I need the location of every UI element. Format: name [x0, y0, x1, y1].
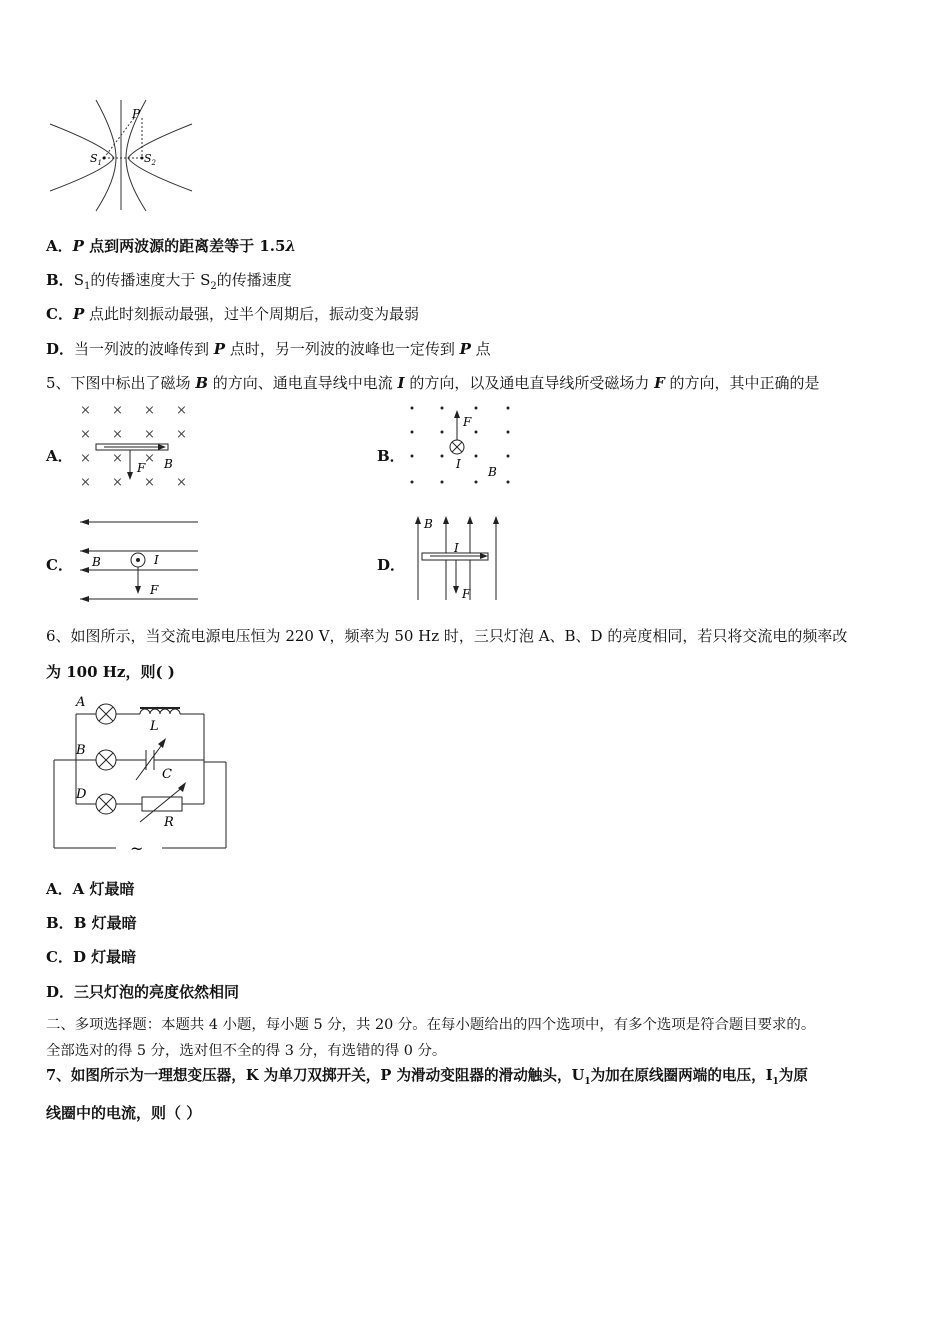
- svg-text:R: R: [164, 815, 174, 830]
- svg-text:×: ×: [176, 403, 187, 418]
- svg-text:B: B: [76, 743, 86, 758]
- svg-text:×: ×: [144, 451, 155, 466]
- p-label: P: [132, 107, 141, 121]
- q6-option-b: B．B 灯最暗: [46, 914, 137, 932]
- q5-figure-b: [400, 400, 520, 492]
- q6-option-d: D．三只灯泡的亮度依然相同: [46, 983, 240, 1001]
- svg-text:×: ×: [144, 403, 155, 418]
- svg-text:F: F: [462, 587, 471, 601]
- interference-figure: [46, 96, 196, 214]
- svg-text:I: I: [154, 553, 159, 567]
- svg-text:B: B: [92, 555, 101, 569]
- svg-text:F: F: [137, 461, 146, 475]
- svg-text:D: D: [76, 787, 87, 802]
- q5-figure-d: [410, 512, 510, 604]
- svg-text:S1: $S_1$: [90, 152, 103, 167]
- q6-option-c: C．D 灯最暗: [46, 948, 137, 966]
- q5-label-b: B．: [377, 447, 405, 465]
- svg-text:×: ×: [144, 427, 155, 442]
- svg-text:S2: $S_2$: [144, 152, 157, 167]
- section2-line2: 全部选对的得 5 分，选对但不全的得 3 分，有选错的得 0 分。: [46, 1043, 447, 1059]
- q5-label-c: C．: [46, 556, 73, 574]
- q5-figure-a: [74, 400, 199, 492]
- svg-text:B: B: [424, 517, 433, 531]
- q6-circuit-figure: [46, 692, 236, 857]
- q6-stem-line1: 6、如图所示，当交流电源电压恒为 220 V，频率为 50 Hz 时，三只灯泡 A、B、D 的亮度相同，若只将交流电的频率改: [46, 627, 848, 645]
- svg-text:×: ×: [80, 475, 91, 490]
- svg-text:I: I: [454, 541, 459, 555]
- svg-text:×: ×: [144, 475, 155, 490]
- q4-option-b: B．$S_1$的传播速度大于 $S_2$的传播速度: [46, 271, 292, 292]
- q7-stem-line1: 7、如图所示为一理想变压器，K 为单刀双掷开关，P 为滑动变阻器的滑动触头，$U_1$为加在原线圈两端的电压，$I_1$为原: [46, 1067, 808, 1087]
- q7-stem-line2: 线圈中的电流，则（ ）: [46, 1104, 202, 1122]
- svg-text:×: ×: [112, 403, 123, 418]
- q4-option-a: A．P 点到两波源的距离差等于 1.5λ: [46, 237, 296, 255]
- svg-text:×: ×: [80, 403, 91, 418]
- svg-text:B: B: [164, 457, 173, 471]
- section2-line1: 二、多项选择题：本题共 4 小题，每小题 5 分，共 20 分。在每小题给出的四个选项中，有多个选项是符合题目要求的。: [46, 1017, 816, 1033]
- svg-text:×: ×: [80, 451, 91, 466]
- q4-option-c: C．P 点此时刻振动最强，过半个周期后，振动变为最弱: [46, 305, 420, 323]
- q5-label-d: D．: [377, 556, 406, 574]
- q4-option-d: D．当一列波的波峰传到 P 点时，另一列波的波峰也一定传到 P 点: [46, 340, 491, 358]
- svg-text:F: F: [463, 415, 472, 429]
- q5-figure-c: [76, 512, 201, 604]
- svg-text:A: A: [76, 695, 86, 710]
- svg-text:×: ×: [80, 427, 91, 442]
- svg-text:F: F: [150, 583, 159, 597]
- svg-text:L: L: [150, 719, 159, 734]
- svg-text:~: ~: [130, 839, 144, 857]
- svg-text:×: ×: [176, 475, 187, 490]
- svg-text:×: ×: [112, 475, 123, 490]
- q6-stem-line2: 为 100 Hz，则( ): [46, 663, 175, 681]
- svg-text:C: C: [162, 767, 172, 782]
- svg-text:B: B: [488, 465, 497, 479]
- svg-text:×: ×: [112, 451, 123, 466]
- svg-text:I: I: [456, 457, 461, 471]
- svg-text:×: ×: [112, 427, 123, 442]
- q6-option-a: A．A 灯最暗: [46, 880, 135, 898]
- svg-text:×: ×: [176, 427, 187, 442]
- q5-label-a: A．: [46, 447, 73, 465]
- q5-stem: 5、下图中标出了磁场 B 的方向、通电直导线中电流 I 的方向，以及通电直导线所受磁场力 F 的方向，其中正确的是: [46, 374, 820, 392]
